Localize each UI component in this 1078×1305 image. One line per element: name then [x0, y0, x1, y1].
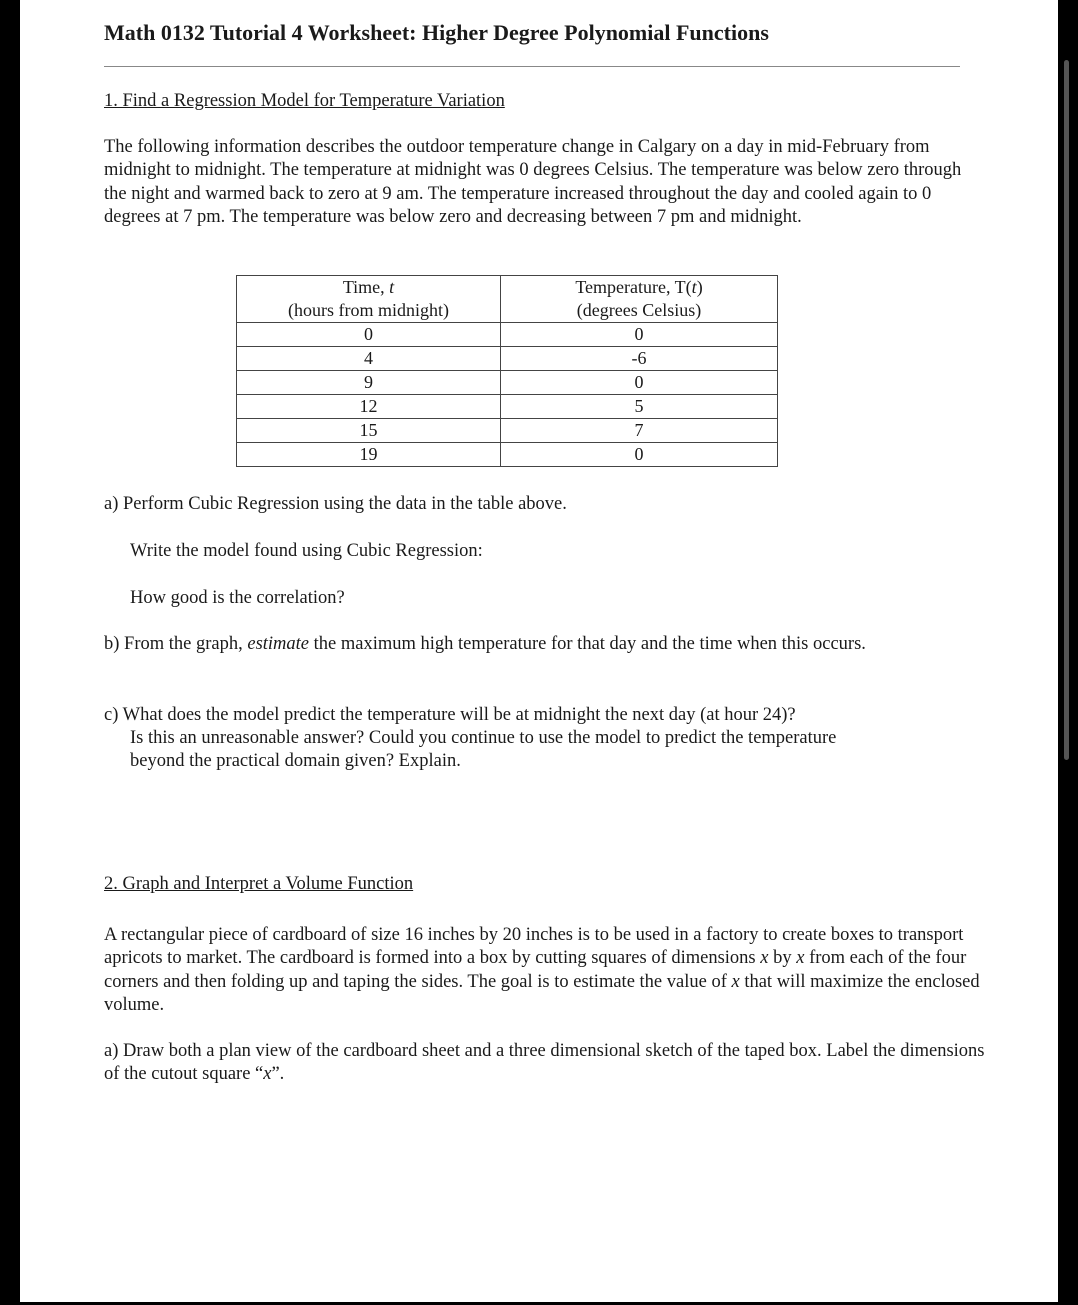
- table-row: [237, 443, 778, 467]
- cell-time: 12: [237, 395, 501, 419]
- question-1c-line1: c) What does the model predict the temperature will be at midnight the next day (at hour 24)?: [104, 705, 796, 725]
- table-row: [237, 323, 778, 347]
- section-2-intro: A rectangular piece of cardboard of size 16 inches by 20 inches is to be used in a factory to create boxes to transport apricots to market. The cardboard is formed into a box by cutting squares of dimensions x by x from each of the four corners and then folding up and taping the sides. The goal is to estimate the value of x that will maximize the enclosed volume.: [104, 925, 980, 1015]
- table-row: [237, 371, 778, 395]
- table-row: [237, 419, 778, 443]
- header-time: Time, t (hours from midnight): [237, 276, 501, 323]
- cell-time: 4: [237, 347, 501, 371]
- cell-temp: 0: [501, 443, 778, 467]
- worksheet-page: [20, 0, 1058, 1302]
- section-1-intro: The following information describes the outdoor temperature change in Calgary on a day in mid-February from midnight to midnight. The temperature at midnight was 0 degrees Celsius. The temperature was below zero through the night and warmed back to zero at 9 am. The temperature increased throughout the day and cooled again to 0 degrees at 7 pm. The temperature was below zero and decreasing between 7 pm and midnight.: [104, 137, 962, 227]
- question-1a: a) Perform Cubic Regression using the data in the table above.: [104, 494, 567, 514]
- cell-temp: 0: [501, 371, 778, 395]
- cell-time: 19: [237, 443, 501, 467]
- question-2a: a) Draw both a plan view of the cardboard sheet and a three dimensional sketch of the taped box. Label the dimensions of the cutout square “x”.: [104, 1041, 985, 1085]
- header-temperature: Temperature, T(t) (degrees Celsius): [501, 276, 778, 323]
- cell-temp: 0: [501, 323, 778, 347]
- table-row: [237, 347, 778, 371]
- title-divider: [104, 66, 960, 67]
- question-1c-line3: beyond the practical domain given? Explain.: [130, 751, 461, 771]
- table-row: [237, 395, 778, 419]
- table-header-row: [237, 276, 778, 323]
- question-1b: b) From the graph, estimate the maximum high temperature for that day and the time when this occurs.: [104, 634, 866, 654]
- question-1c-line2: Is this an unreasonable answer? Could you continue to use the model to predict the temperature: [130, 728, 837, 748]
- cell-time: 9: [237, 371, 501, 395]
- cell-temp: 5: [501, 395, 778, 419]
- cell-temp: -6: [501, 347, 778, 371]
- question-1a-correlation: How good is the correlation?: [130, 588, 345, 608]
- scrollbar[interactable]: [1064, 60, 1069, 760]
- question-1a-model: Write the model found using Cubic Regression:: [130, 541, 483, 561]
- page-title: Math 0132 Tutorial 4 Worksheet: Higher Degree Polynomial Functions: [104, 20, 769, 45]
- section-2-heading: 2. Graph and Interpret a Volume Function: [104, 874, 414, 894]
- cell-temp: 7: [501, 419, 778, 443]
- cell-time: 15: [237, 419, 501, 443]
- section-1-heading: 1. Find a Regression Model for Temperature Variation: [104, 91, 505, 111]
- temperature-table: [236, 275, 778, 467]
- cell-time: 0: [237, 323, 501, 347]
